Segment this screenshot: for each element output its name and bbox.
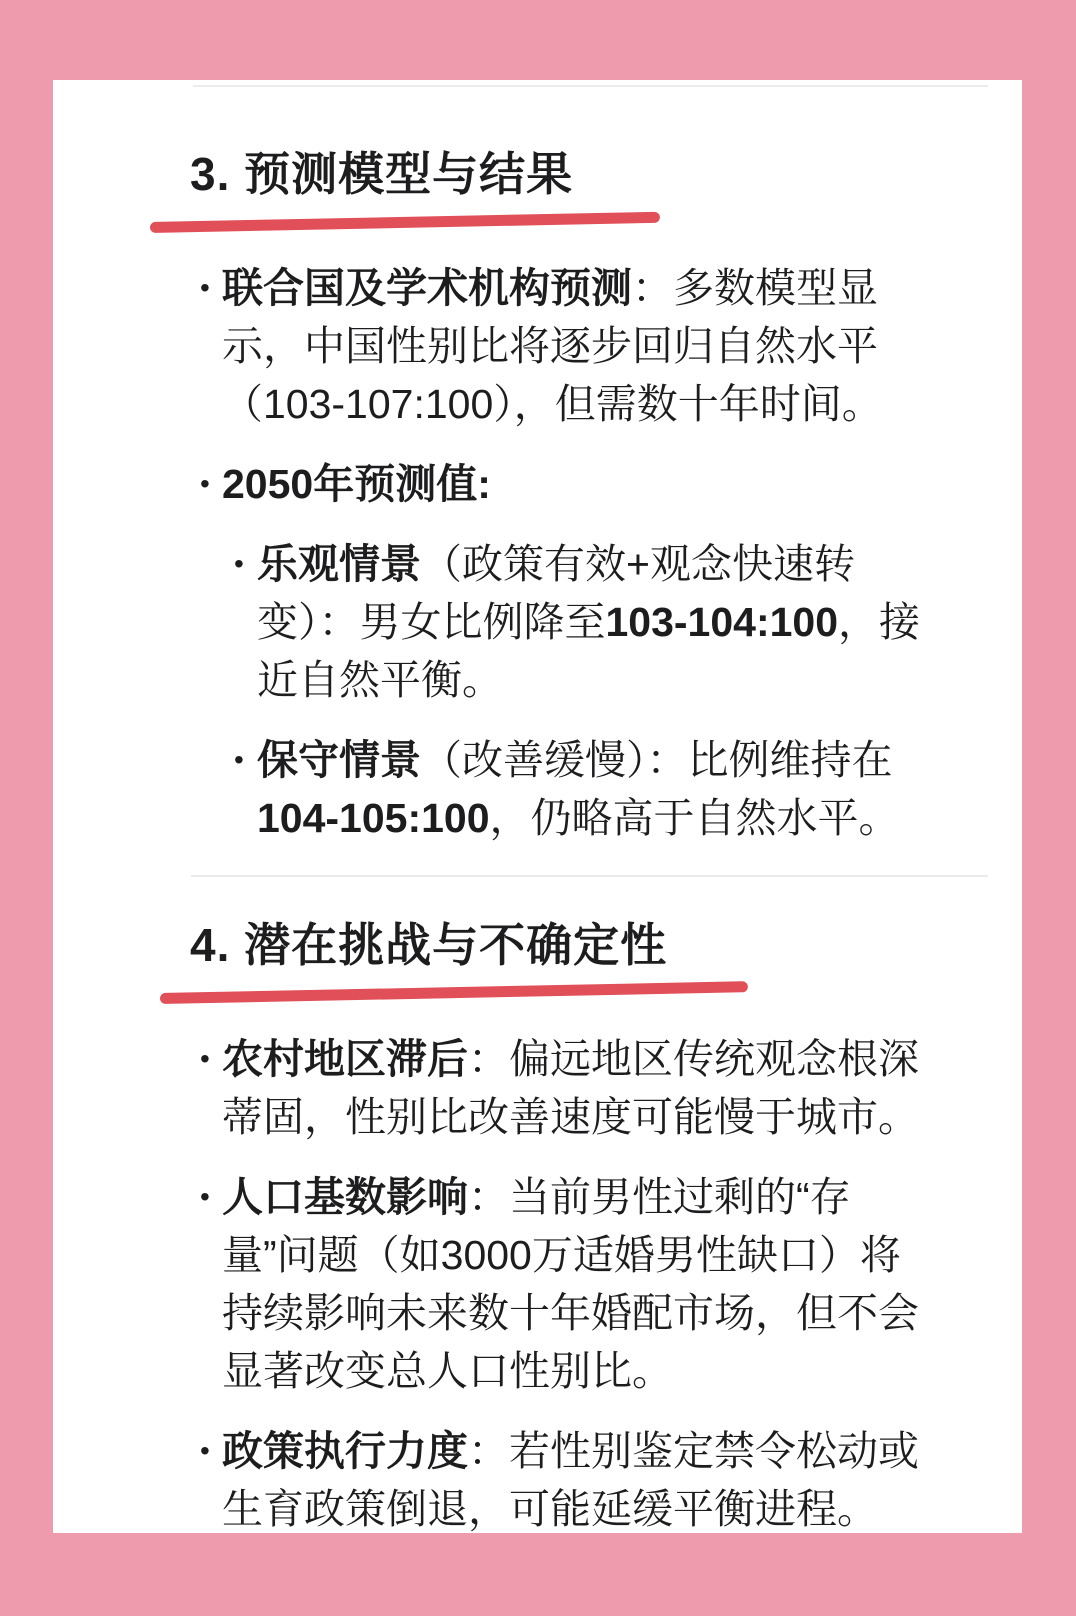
red-underline-section-3 <box>150 212 660 233</box>
term-detail: ：偏远地区传统观念根深蒂固，性别比改善速度可能慢于城市。 <box>222 1036 919 1140</box>
list-item-conservative-scenario <box>53 731 1022 847</box>
ratio-value: 104-105:100 <box>257 795 490 841</box>
term-detail: ：多数模型显示，中国性别比将逐步回归自然水平（103-107:100），但需数十年时间。 <box>222 265 883 427</box>
red-underline-section-4 <box>160 981 748 1004</box>
section-4-heading: 4. 潜在挑战与不确定性 <box>190 919 668 971</box>
list-item-policy-enforcement <box>53 1422 1022 1538</box>
list-item-2050-forecast <box>53 455 1022 513</box>
term-label: 政策执行力度 <box>222 1428 468 1474</box>
list-item-rural-lag <box>53 1030 1022 1146</box>
term-detail: ：当前男性过剩的“存量”问题（如3000万适婚男性缺口）将持续影响未来数十年婚配市场，但不会显著改变总人口性别比。 <box>222 1174 919 1394</box>
list-item-population-base <box>53 1168 1022 1400</box>
list-item-text <box>222 259 922 433</box>
bullet-icon: • <box>234 744 244 775</box>
bullet-icon: • <box>200 1043 210 1074</box>
list-item-text <box>222 1030 922 1146</box>
list-item-text <box>222 1422 922 1538</box>
list-item-optimistic-scenario <box>53 535 1022 709</box>
section-3-heading: 3. 预测模型与结果 <box>190 148 574 200</box>
term-detail: （改善缓慢）：比例维持在 <box>421 737 893 783</box>
term-detail: ：若性别鉴定禁令松动或生育政策倒退，可能延缓平衡进程。 <box>222 1428 919 1532</box>
term-label: 乐观情景 <box>257 541 421 587</box>
top-divider <box>193 85 988 87</box>
section-3-list <box>53 259 1022 847</box>
term-label: 农村地区滞后 <box>222 1036 468 1082</box>
term-label: 联合国及学术机构预测 <box>222 265 632 311</box>
term-detail: ，接近自然平衡。 <box>257 599 921 703</box>
bullet-icon: • <box>200 1435 210 1466</box>
list-item-text <box>257 731 937 847</box>
term-detail: （政策有效+观念快速转变）：男女比例降至 <box>257 541 855 645</box>
content-card <box>53 80 1022 1533</box>
bullet-icon: • <box>200 1181 210 1212</box>
ratio-value: 103-104:100 <box>605 599 839 645</box>
term-label: 2050年预测值: <box>222 461 491 507</box>
list-item-text <box>222 455 922 513</box>
bullet-icon: • <box>200 272 210 303</box>
bullet-icon: • <box>234 548 244 579</box>
section-divider <box>191 875 988 877</box>
list-item-text <box>257 535 937 709</box>
term-label: 人口基数影响 <box>222 1174 468 1220</box>
list-item-un-forecast <box>53 259 1022 433</box>
bullet-icon: • <box>200 468 210 499</box>
list-item-text <box>222 1168 922 1400</box>
section-4-list <box>53 1030 1022 1538</box>
term-detail: ，仍略高于自然水平。 <box>489 795 900 841</box>
term-label: 保守情景 <box>257 737 421 783</box>
